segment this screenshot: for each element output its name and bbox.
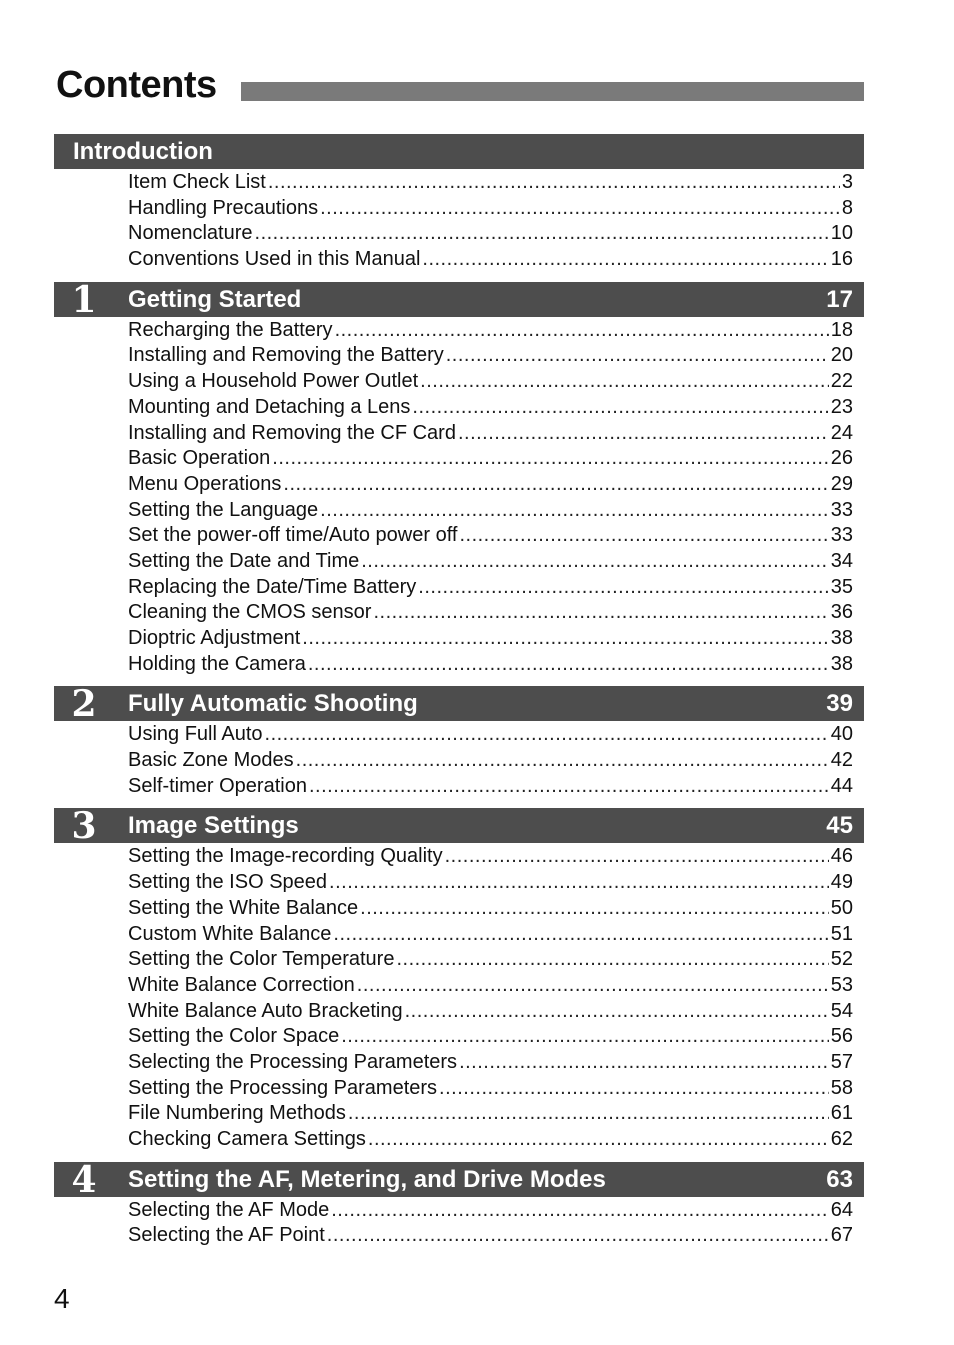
entry-label: Nomenclature [128,222,253,245]
entry-list [54,317,864,687]
section-title: Introduction [73,138,213,165]
chapter-number: 2 [71,683,97,726]
entry-page-number: 44 [830,774,853,797]
toc-entry[interactable] [128,774,853,800]
section-header[interactable] [54,278,864,321]
dot-leader [361,549,829,575]
entry-label: Setting the Date and Time [128,549,360,572]
section-page-number: 63 [826,1165,853,1193]
toc-entry[interactable] [128,1050,853,1076]
entry-label: Custom White Balance [128,922,332,945]
toc-entry[interactable] [128,472,853,498]
entry-page-number: 16 [830,248,853,271]
entry-label: Setting the Color Space [128,1025,340,1048]
entry-label: Basic Zone Modes [128,749,294,772]
entry-list [54,843,864,1161]
dot-leader [396,947,828,973]
entry-page-number: 24 [830,421,853,444]
entry-label: Setting the White Balance [128,896,359,919]
toc-section [54,134,864,282]
toc-entry[interactable] [128,1127,853,1153]
entry-label: Setting the Color Temperature [128,948,395,971]
toc-entry[interactable] [128,1223,853,1249]
toc-entry[interactable] [128,343,853,369]
entry-page-number: 8 [841,196,853,219]
entry-page-number: 34 [830,549,853,572]
section-page-number: 45 [826,812,853,840]
entry-label: Installing and Removing the Battery [128,344,444,367]
dot-leader [412,395,828,421]
entry-label: Conventions Used in this Manual [128,248,421,271]
toc-entry[interactable] [128,722,853,748]
entry-page-number: 3 [841,171,853,193]
dot-leader [360,896,829,922]
entry-page-number: 29 [830,472,853,495]
entry-page-number: 57 [830,1050,853,1073]
table-of-contents [54,134,864,1258]
dot-leader [308,652,829,678]
entry-page-number: 26 [830,447,853,470]
toc-section [54,278,864,687]
toc-entry[interactable] [128,600,853,626]
entry-label: Replacing the Date/Time Battery [128,575,417,598]
toc-section [54,683,864,808]
entry-list [54,721,864,808]
entry-label: Self-timer Operation [128,774,307,797]
entry-label: Selecting the AF Mode [128,1198,330,1221]
toc-entry[interactable] [128,896,853,922]
toc-entry[interactable] [128,844,853,870]
entry-page-number: 53 [830,973,853,996]
section-header[interactable] [54,805,864,848]
entry-label: Setting the Image-recording Quality [128,845,443,868]
entry-label: Basic Operation [128,447,271,470]
dot-leader [405,999,829,1025]
toc-entry[interactable] [128,446,853,472]
dot-leader [341,1024,829,1050]
entry-label: File Numbering Methods [128,1102,346,1125]
entry-label: White Balance Correction [128,973,355,996]
toc-entry[interactable] [128,1076,853,1102]
dot-leader [348,1101,829,1127]
section-title: Fully Automatic Shooting [128,690,418,718]
entry-label: White Balance Auto Bracketing [128,999,403,1022]
section-title: Getting Started [128,285,302,313]
section-header[interactable] [54,134,864,169]
toc-entry[interactable] [128,626,853,652]
toc-entry[interactable] [128,221,853,247]
dot-leader [357,973,829,999]
toc-entry[interactable] [128,1101,853,1127]
dot-leader [320,498,829,524]
chapter-number: 4 [71,1158,97,1201]
toc-entry[interactable] [128,652,853,678]
entry-label: Holding the Camera [128,652,306,675]
dot-leader [320,196,840,222]
entry-label: Setting the Language [128,498,319,521]
dot-leader [439,1076,829,1102]
dot-leader [309,774,829,800]
entry-page-number: 54 [830,999,853,1022]
toc-entry[interactable] [128,748,853,774]
dot-leader [446,343,829,369]
entry-page-number: 23 [830,395,853,418]
toc-entry[interactable] [128,170,853,196]
toc-section [54,1158,864,1258]
entry-page-number: 61 [830,1102,853,1125]
toc-entry[interactable] [128,369,853,395]
entry-page-number: 51 [830,922,853,945]
entry-page-number: 38 [830,627,853,649]
dot-leader [368,1127,829,1153]
toc-entry[interactable] [128,395,853,421]
toc-entry[interactable] [128,549,853,575]
entry-list [54,169,864,282]
entry-page-number: 42 [830,749,853,772]
entry-label: Mounting and Detaching a Lens [128,395,411,418]
section-page-number: 39 [826,690,853,718]
title-rule [241,82,864,101]
toc-entry[interactable] [128,1024,853,1050]
toc-entry[interactable] [128,870,853,896]
dot-leader [302,626,828,652]
entry-label: Set the power-off time/Auto power off [128,524,458,547]
dot-leader [255,221,829,247]
toc-section [54,805,864,1161]
toc-entry[interactable] [128,947,853,973]
entry-label: Menu Operations [128,472,282,495]
toc-entry[interactable] [128,575,853,601]
entry-page-number: 33 [830,524,853,547]
chapter-number: 3 [71,805,97,848]
section-page-number: 17 [826,285,853,313]
entry-label: Handling Precautions [128,196,319,219]
toc-entry[interactable] [128,1198,853,1224]
dot-leader [272,446,828,472]
entry-page-number: 46 [830,845,853,868]
toc-entry[interactable] [128,922,853,948]
dot-leader [335,318,829,344]
dot-leader [283,472,828,498]
entry-page-number: 40 [830,723,853,746]
entry-page-number: 56 [830,1025,853,1048]
section-title: Setting the AF, Metering, and Drive Modes [128,1165,606,1193]
dot-leader [418,575,828,601]
entry-page-number: 64 [830,1198,853,1221]
dot-leader [459,523,828,549]
toc-entry[interactable] [128,196,853,222]
toc-entry[interactable] [128,999,853,1025]
dot-leader [331,1198,829,1224]
dot-leader [265,722,829,748]
entry-page-number: 36 [830,601,853,624]
entry-page-number: 33 [830,498,853,521]
entry-page-number: 67 [830,1224,853,1247]
entry-page-number: 52 [830,948,853,971]
entry-label: Selecting the AF Point [128,1224,325,1247]
entry-label: Setting the Processing Parameters [128,1076,438,1099]
toc-entry[interactable] [128,498,853,524]
entry-page-number: 10 [830,222,853,245]
dot-leader [458,421,829,447]
toc-entry[interactable] [128,247,853,273]
toc-entry[interactable] [128,318,853,344]
section-header[interactable] [54,1158,864,1201]
toc-entry[interactable] [128,421,853,447]
entry-list [54,1197,864,1258]
toc-entry[interactable] [128,523,853,549]
entry-label: Cleaning the CMOS sensor [128,601,372,624]
entry-label: Using Full Auto [128,723,263,746]
entry-label: Recharging the Battery [128,318,333,341]
page-title: Contents [56,64,217,106]
entry-page-number: 62 [830,1128,853,1150]
entry-page-number: 18 [830,318,853,341]
entry-page-number: 58 [830,1076,853,1099]
dot-leader [333,922,828,948]
entry-label: Dioptric Adjustment [128,627,301,649]
toc-entry[interactable] [128,973,853,999]
entry-label: Using a Household Power Outlet [128,370,419,393]
entry-page-number: 49 [830,871,853,894]
entry-label: Selecting the Processing Parameters [128,1050,458,1073]
dot-leader [296,748,829,774]
dot-leader [329,870,829,896]
entry-label: Setting the ISO Speed [128,871,328,894]
dot-leader [445,844,829,870]
dot-leader [459,1050,829,1076]
entry-label: Checking Camera Settings [128,1128,366,1150]
entry-page-number: 20 [830,344,853,367]
section-header[interactable] [54,683,864,726]
entry-label: Item Check List [128,171,266,193]
page-number: 4 [54,1283,70,1314]
dot-leader [420,369,829,395]
entry-page-number: 35 [830,575,853,598]
entry-page-number: 22 [830,370,853,393]
entry-label: Installing and Removing the CF Card [128,421,456,444]
entry-page-number: 38 [830,652,853,675]
dot-leader [268,170,840,196]
dot-leader [327,1223,829,1249]
section-title: Image Settings [128,812,299,840]
chapter-number: 1 [71,278,97,321]
dot-leader [373,600,828,626]
entry-page-number: 50 [830,896,853,919]
dot-leader [422,247,828,273]
